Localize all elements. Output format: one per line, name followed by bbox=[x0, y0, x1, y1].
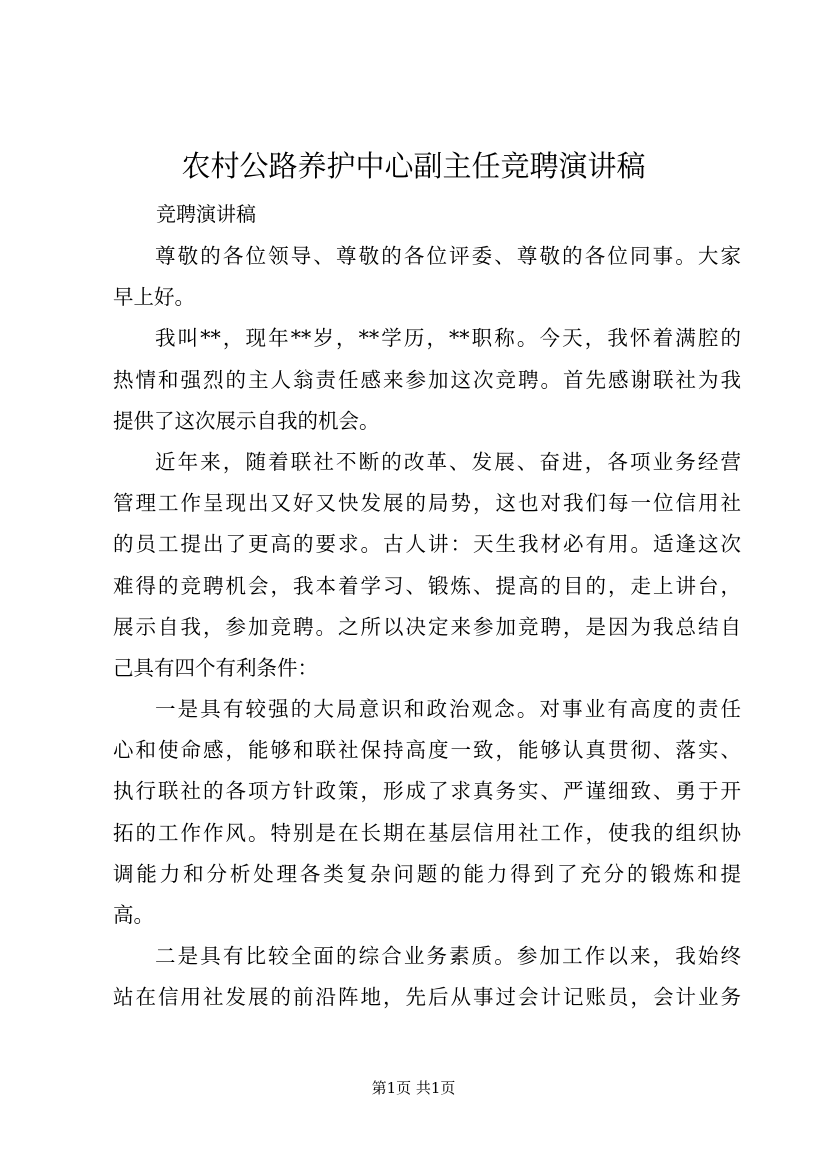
text-line: 执行联社的各项方针政策，形成了求真务实、严谨细致、勇于开 bbox=[113, 779, 741, 804]
text-line: 站在信用社发展的前沿阵地，先后从事过会计记账员，会计业务 bbox=[113, 985, 741, 1010]
text-line: 尊敬的各位领导、尊敬的各位评委、尊敬的各位同事。大家 bbox=[155, 244, 741, 268]
text-line: 我叫**，现年**岁，**学历，**职称。今天，我怀着满腔的 bbox=[155, 326, 741, 351]
text-line: 管理工作呈现出又好又快发展的局势，这也对我们每一位信用社 bbox=[113, 491, 741, 516]
text-line: 展示自我，参加竞聘。之所以决定来参加竞聘，是因为我总结自 bbox=[113, 614, 741, 639]
document-subheading: 竞聘演讲稿 bbox=[156, 202, 256, 226]
text-line: 拓的工作作风。特别是在长期在基层信用社工作，使我的组织协 bbox=[113, 820, 741, 845]
paragraph-greeting bbox=[113, 236, 741, 318]
text-line: 难得的竞聘机会，我本着学习、锻炼、提高的目的，走上讲台， bbox=[113, 573, 741, 598]
page-number-footer: 第1页 共1页 bbox=[371, 1079, 456, 1097]
text-line: 一是具有较强的大局意识和政治观念。对事业有高度的责任 bbox=[155, 697, 741, 722]
document-body bbox=[113, 236, 741, 1019]
text-line: 的员工提出了更高的要求。古人讲：天生我材必有用。适逢这次 bbox=[113, 532, 741, 557]
text-line: 调能力和分析处理各类复杂问题的能力得到了充分的锻炼和提 bbox=[113, 861, 741, 886]
text-line: 己具有四个有利条件： bbox=[113, 655, 318, 680]
paragraph-condition-one bbox=[113, 689, 741, 936]
document-title: 农村公路养护中心副主任竞聘演讲稿 bbox=[181, 149, 646, 183]
text-line: 近年来，随着联社不断的改革、发展、奋进，各项业务经营 bbox=[155, 449, 741, 474]
text-line: 心和使命感，能够和联社保持高度一致，能够认真贯彻、落实、 bbox=[113, 738, 741, 763]
text-line: 热情和强烈的主人翁责任感来参加这次竞聘。首先感谢联社为我 bbox=[113, 367, 741, 392]
text-line: 提供了这次展示自我的机会。 bbox=[113, 408, 380, 433]
paragraph-introduction bbox=[113, 318, 741, 442]
text-line: 二是具有比较全面的综合业务素质。参加工作以来，我始终 bbox=[155, 944, 741, 969]
text-line: 早上好。 bbox=[113, 285, 195, 310]
paragraph-background bbox=[113, 442, 741, 689]
text-line: 高。 bbox=[113, 903, 154, 927]
paragraph-condition-two bbox=[113, 936, 741, 1018]
